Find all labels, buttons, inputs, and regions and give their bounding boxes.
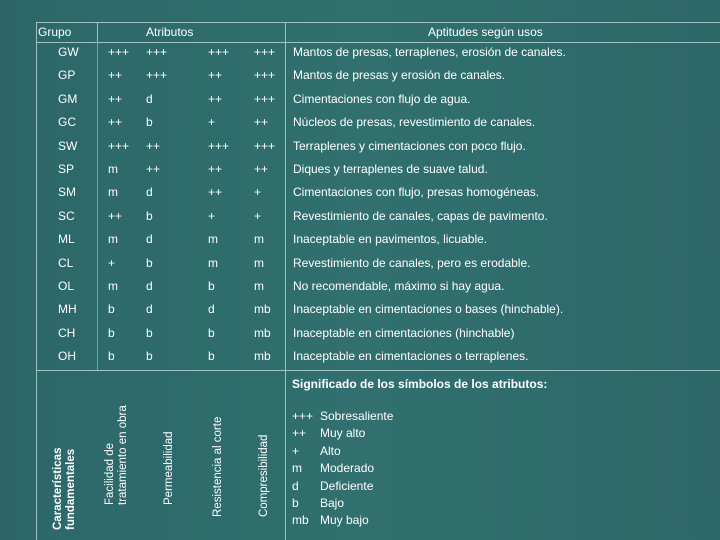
cell-atributo: mb (254, 349, 271, 364)
cell-uso: Inaceptable en pavimentos, licuable. (293, 232, 488, 247)
grid-line (285, 22, 286, 370)
cell-atributo: ++ (208, 185, 223, 200)
cell-uso: Revestimiento de canales, capas de pavimento. (293, 208, 548, 223)
cell-atributo: m (108, 162, 118, 176)
cell-atributo: +++ (146, 45, 168, 59)
cell-atributo: m (254, 232, 264, 247)
legend-symbol: b (292, 496, 299, 510)
cell-atributo: +++ (254, 68, 276, 83)
cell-atributo: ++ (208, 91, 223, 106)
cell-atributo: ++ (146, 138, 161, 153)
cell-atributo: b (208, 325, 215, 340)
cell-grupo: GM (58, 91, 78, 106)
cell-atributo: + (254, 185, 262, 200)
cell-grupo: CL (58, 255, 74, 270)
grid-line (97, 42, 98, 370)
legend-description: Moderado (320, 461, 375, 476)
cell-atributo: + (208, 208, 216, 223)
cell-grupo: OH (58, 349, 76, 364)
legend-symbol: ++ (292, 426, 307, 441)
cell-atributo: b (108, 349, 115, 364)
grid-line (36, 22, 37, 540)
cell-atributo: ++ (108, 91, 123, 106)
cell-atributo: +++ (254, 91, 276, 106)
cell-grupo: CH (58, 325, 76, 340)
cell-uso: Mantos de presas y erosión de canales. (293, 68, 506, 83)
cell-grupo: MH (58, 302, 77, 317)
cell-atributo: + (108, 255, 116, 270)
cell-atributo: ++ (254, 162, 269, 176)
grid-line (36, 370, 720, 371)
cell-atributo: m (208, 255, 218, 270)
cell-atributo: ++ (108, 208, 123, 223)
cell-atributo: d (146, 232, 153, 247)
cell-atributo: mb (254, 325, 271, 340)
cell-atributo: b (146, 115, 153, 130)
cell-atributo: b (146, 208, 153, 223)
legend-description: Muy alto (320, 426, 366, 441)
grid-line (36, 42, 720, 43)
label-permeabilidad: Permeabilidad (163, 431, 175, 505)
label-caracteristicas-fundamentales: Características fundamentales (52, 447, 77, 530)
cell-uso: Cimentaciones con flujo, presas homogéneas. (293, 185, 540, 200)
label-compresibilidad: Compresibilidad (258, 434, 270, 517)
cell-uso: Diques y terraplenes de suave talud. (293, 162, 488, 176)
legend-description: Bajo (320, 496, 345, 510)
cell-grupo: SP (58, 162, 75, 176)
cell-atributo: d (146, 185, 153, 200)
cell-atributo: m (254, 279, 264, 293)
grid-line (36, 22, 720, 23)
grid-line (97, 22, 98, 42)
label-facilidad-tratamiento: Facilidad de tratamiento en obra (104, 405, 129, 505)
label-resistencia-corte: Resistencia al corte (212, 416, 224, 517)
header-grupo: Grupo (38, 25, 72, 39)
cell-atributo: b (208, 279, 215, 293)
cell-grupo: GC (58, 115, 76, 130)
cell-atributo: + (208, 115, 216, 130)
cell-uso: Mantos de presas, terraplenes, erosión de canales. (293, 45, 566, 59)
cell-atributo: +++ (254, 138, 276, 153)
cell-atributo: ++ (254, 115, 269, 130)
cell-grupo: SC (58, 208, 75, 223)
legend-description: Muy bajo (320, 513, 369, 528)
cell-atributo: +++ (108, 45, 130, 59)
cell-uso: Inaceptable en cimentaciones o terraplenes. (293, 349, 529, 364)
grid-line (285, 370, 286, 540)
cell-uso: Núcleos de presas, revestimiento de canales. (293, 115, 536, 130)
cell-grupo: SW (58, 138, 78, 153)
cell-atributo: m (254, 255, 264, 270)
cell-atributo: +++ (146, 68, 168, 83)
legend-symbol: + (292, 443, 300, 458)
legend-title: Significado de los símbolos de los atributos: (292, 377, 548, 391)
cell-atributo: ++ (208, 162, 223, 176)
legend-symbol: d (292, 478, 299, 493)
cell-uso: Cimentaciones con flujo de agua. (293, 91, 471, 106)
cell-atributo: ++ (108, 68, 123, 83)
cell-uso: Terraplenes y cimentaciones con poco flujo. (293, 138, 526, 153)
cell-atributo: ++ (108, 115, 123, 130)
legend-description: Alto (320, 443, 341, 458)
cell-atributo: b (108, 302, 115, 317)
cell-atributo: d (146, 302, 153, 317)
cell-atributo: m (108, 185, 118, 200)
legend-symbol: +++ (292, 409, 314, 423)
header-atributos: Atributos (146, 25, 194, 39)
cell-atributo: b (108, 325, 115, 340)
cell-atributo: +++ (108, 138, 130, 153)
cell-uso: Revestimiento de canales, pero es erodable. (293, 255, 531, 270)
legend-symbol: m (292, 461, 302, 476)
cell-atributo: b (146, 255, 153, 270)
cell-grupo: ML (58, 232, 75, 247)
cell-atributo: b (146, 325, 153, 340)
cell-atributo: m (208, 232, 218, 247)
cell-atributo: +++ (208, 45, 230, 59)
cell-uso: Inaceptable en cimentaciones (hinchable) (293, 325, 515, 340)
cell-uso: Inaceptable en cimentaciones o bases (hinchable). (293, 302, 564, 317)
cell-atributo: mb (254, 302, 271, 317)
cell-atributo: d (146, 91, 153, 106)
header-aptitudes: Aptitudes según usos (428, 25, 543, 39)
cell-atributo: + (254, 208, 262, 223)
cell-atributo: b (146, 349, 153, 364)
cell-uso: No recomendable, máximo si hay agua. (293, 279, 505, 293)
cell-atributo: b (208, 349, 215, 364)
cell-atributo: m (108, 279, 118, 293)
cell-atributo: +++ (254, 45, 276, 59)
cell-atributo: m (108, 232, 118, 247)
cell-grupo: SM (58, 185, 76, 200)
legend-description: Sobresaliente (320, 409, 394, 423)
cell-atributo: d (146, 279, 153, 293)
cell-atributo: d (208, 302, 215, 317)
cell-grupo: GW (58, 45, 79, 59)
cell-grupo: GP (58, 68, 76, 83)
cell-atributo: ++ (146, 162, 161, 176)
cell-atributo: ++ (208, 68, 223, 83)
cell-atributo: +++ (208, 138, 230, 153)
cell-grupo: OL (58, 279, 75, 293)
legend-symbol: mb (292, 513, 309, 528)
legend-description: Deficiente (320, 478, 374, 493)
